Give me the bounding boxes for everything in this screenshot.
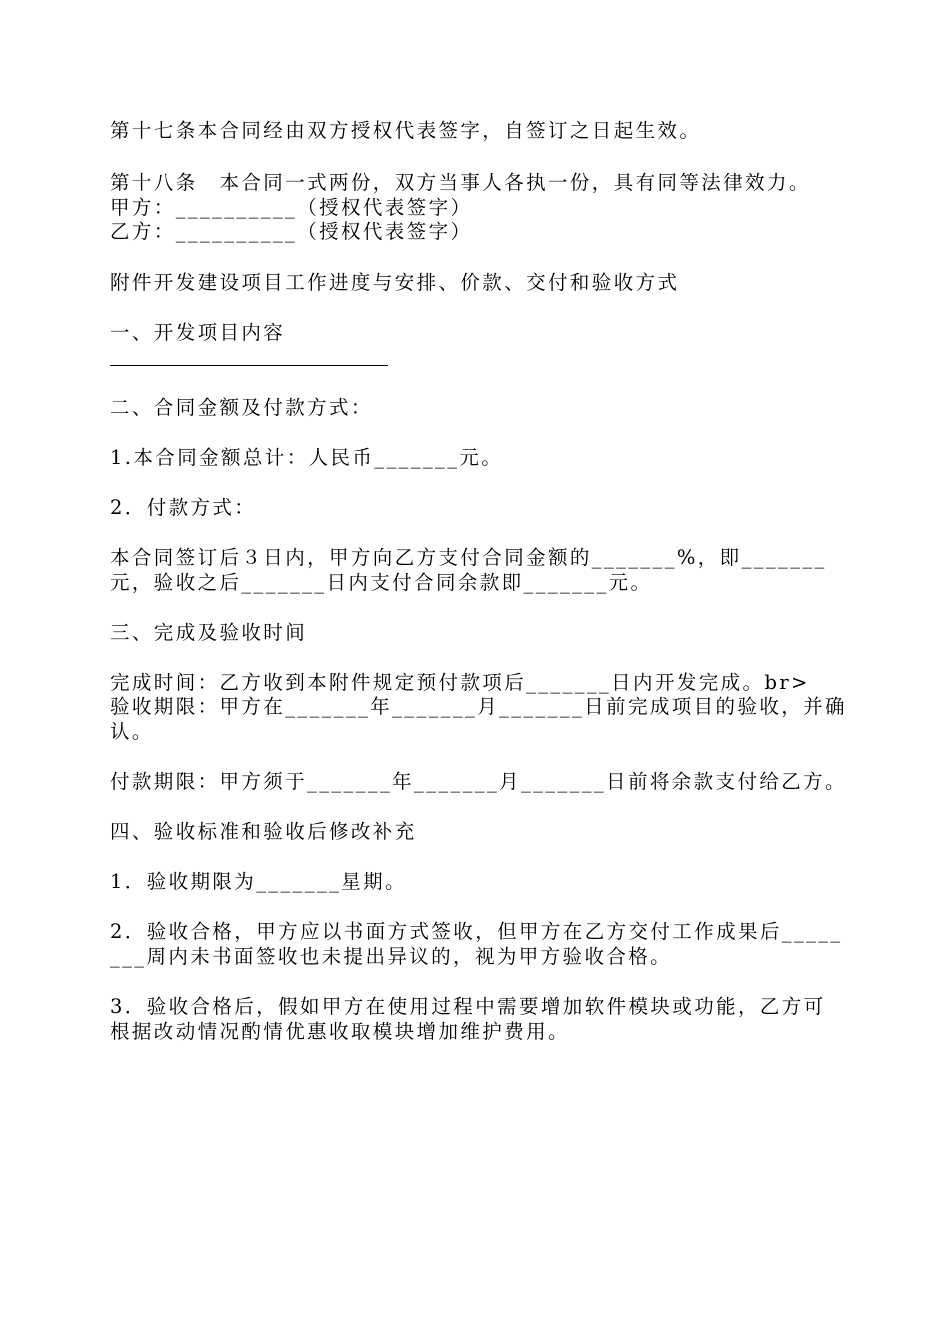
party-b-signature: 乙方：__________（授权代表签字）	[110, 220, 473, 243]
acceptance-qualified-line-1: 2．验收合格，甲方应以书面方式签收，但甲方在乙方交付工作成果后_____	[110, 920, 843, 943]
section-2-heading: 二、合同金额及付款方式：	[110, 396, 373, 419]
post-acceptance-line-1: 3．验收合格后，假如甲方在使用过程中需要增加软件模块或功能，乙方可	[110, 995, 826, 1018]
acceptance-deadline-line-2: 认。	[110, 720, 154, 743]
acceptance-period: 1．验收期限为_______星期。	[110, 870, 407, 893]
section-3-heading: 三、完成及验收时间	[110, 621, 308, 644]
payment-terms-line-1: 本合同签订后３日内，甲方向乙方支付合同金额的_______%，即_______	[110, 546, 827, 569]
acceptance-deadline-line-1: 验收期限：甲方在_______年_______月_______日前完成项目的验收，并确	[110, 695, 847, 718]
acceptance-qualified-line-2: ___周内未书面签收也未提出异议的，视为甲方验收合格。	[110, 945, 673, 968]
completion-time: 完成时间：乙方收到本附件规定预付款项后_______日内开发完成。br>	[110, 671, 810, 694]
payment-deadline: 付款期限：甲方须于_______年_______月_______日前将余款支付给乙方。	[110, 770, 847, 793]
article-17: 第十七条本合同经由双方授权代表签字，自签订之日起生效。	[110, 119, 702, 142]
contract-amount: 1.本合同金额总计：人民币_______元。	[110, 446, 504, 469]
document-page	[110, 0, 845, 1344]
appendix-title: 附件开发建设项目工作进度与安排、价款、交付和验收方式	[110, 271, 680, 294]
post-acceptance-line-2: 根据改动情况酌情优惠收取模块增加维护费用。	[110, 1020, 570, 1043]
section-1-heading: 一、开发项目内容	[110, 321, 286, 344]
payment-terms-line-2: 元，验收之后_______日内支付合同余款即_______元。	[110, 571, 653, 594]
section-4-heading: 四、验收标准和验收后修改补充	[110, 820, 417, 843]
payment-method-heading: 2．付款方式：	[110, 496, 257, 519]
article-18: 第十八条 本合同一式两份，双方当事人各执一份，具有同等法律效力。	[110, 171, 811, 194]
blank-line	[110, 365, 388, 366]
party-a-signature: 甲方：__________（授权代表签字）	[110, 196, 473, 219]
